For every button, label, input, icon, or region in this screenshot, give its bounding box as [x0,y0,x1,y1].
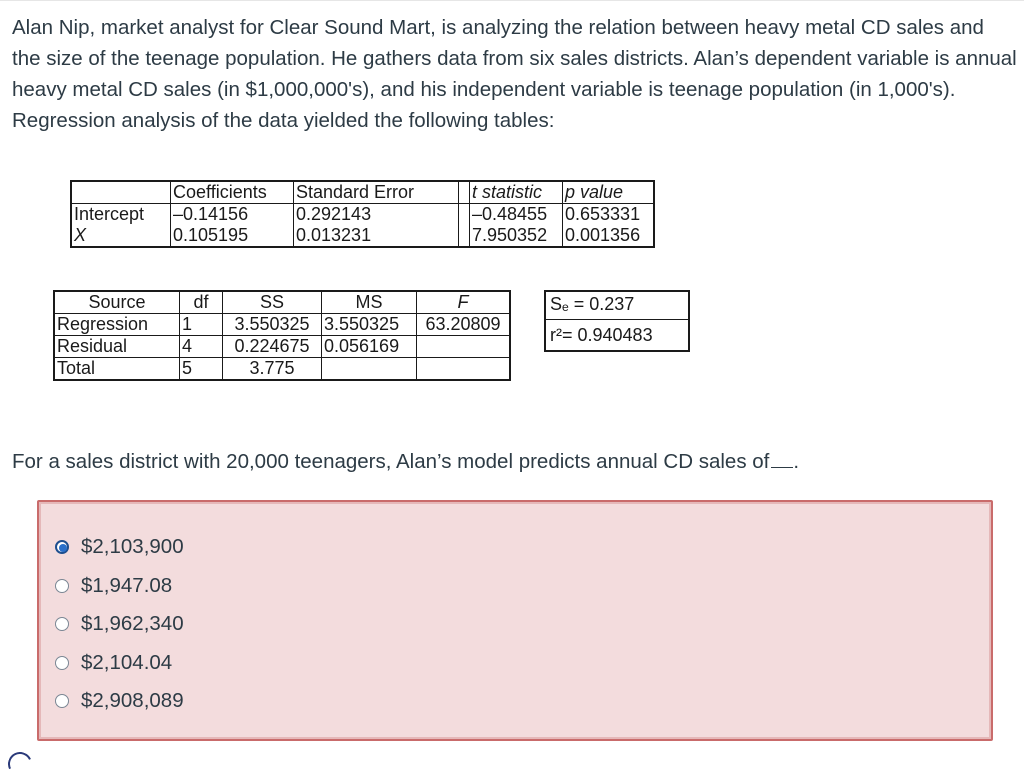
anova-cell [417,336,511,358]
anova-header-ss: SS [223,291,322,314]
regression-stats-box [544,290,690,352]
question-text: Alan Nip, market analyst for Clear Sound Mart, is analyzing the relation between heavy metal CD sales and the size of the teenage population. He gathers data from six sales districts. Alan’s dependent variable is annual heavy metal CD sales (in $1,000,000's), and his independent variable is teenage population (in 1,000's). Regression analysis of the data yielded the following tables: [12,16,1017,132]
coef-cell: 0.653331 [563,204,655,226]
coefficients-row-intercept [71,204,654,226]
coef-header-blank [71,181,171,204]
p-value-label: p value [565,182,624,202]
coef-cell: 0.105195 [171,225,294,247]
anova-cell [417,358,511,381]
answer-options-list [55,528,184,721]
answer-option-label: $2,908,089 [81,689,184,713]
standard-error-estimate: Sₑ = 0.237 [550,294,635,314]
anova-cell: Residual [54,336,180,358]
answer-option-label: $1,962,340 [81,612,184,636]
anova-row-regression [54,314,510,336]
answer-option[interactable] [55,567,184,606]
anova-cell: Regression [54,314,180,336]
anova-header-ms: MS [322,291,417,314]
anova-cell: 0.056169 [322,336,417,358]
answer-options-box [37,500,993,741]
coef-header-t-statistic [470,181,563,204]
answer-option[interactable] [55,605,184,644]
anova-header-row [54,291,510,314]
answer-option-label: $1,947.08 [81,573,173,597]
anova-cell: 5 [180,358,223,381]
radio-icon[interactable] [55,579,69,593]
anova-header-f [417,291,511,314]
radio-icon[interactable] [55,617,69,631]
anova-cell: 0.224675 [223,336,322,358]
anova-header-source: Source [54,291,180,314]
anova-row-total [54,358,510,381]
coef-gap [459,204,470,226]
coef-header-p-value [563,181,655,204]
answer-option[interactable] [55,644,184,683]
t-statistic-label: t statistic [472,182,543,202]
coef-cell: 0.001356 [563,225,655,247]
coef-header-standard-error: Standard Error [294,181,459,204]
anova-cell: Total [57,358,96,378]
coef-gap [459,181,470,204]
stats-divider [546,319,688,320]
anova-table [53,290,511,381]
coefficients-row-x [71,225,654,247]
anova-cell [322,358,417,381]
anova-row-residual [54,336,510,358]
coef-cell: –0.14156 [171,204,294,226]
coefficients-table [70,180,655,248]
prompt-text: For a sales district with 20,000 teenagers, Alan’s model predicts annual CD sales of [12,450,770,473]
x-label: X [74,225,87,245]
coef-cell: 0.013231 [294,225,459,247]
answer-option[interactable] [55,528,184,567]
anova-cell: 1 [180,314,223,336]
coef-cell: –0.48455 [470,204,563,226]
f-label: F [457,292,469,312]
coef-cell: 0.292143 [294,204,459,226]
radio-selected-icon[interactable] [55,540,69,554]
anova-cell: 4 [180,336,223,358]
coef-gap [459,225,470,247]
answer-option[interactable] [55,682,184,721]
r-squared: r²= 0.940483 [550,325,653,345]
coef-cell [71,225,171,247]
radio-icon[interactable] [55,656,69,670]
scribble-mark [5,749,36,779]
answer-option-label: $2,103,900 [81,535,184,559]
anova-cell: 3.550325 [223,314,322,336]
coefficients-header-row [71,181,654,204]
anova-header-df: df [180,291,223,314]
anova-cell: 3.550325 [322,314,417,336]
answer-option-label: $2,104.04 [81,650,173,674]
question-prompt: For a sales district with 20,000 teenagers, Alan’s model predicts annual CD sales of . [12,450,800,473]
anova-cell: 3.775 [223,358,322,381]
coef-header-coefficients: Coefficients [171,181,294,204]
answer-blank [771,467,793,468]
top-border [0,0,1024,5]
anova-cell: 63.20809 [417,314,511,336]
coef-cell: Intercept [74,204,145,224]
coef-cell: 7.950352 [470,225,563,247]
radio-icon[interactable] [55,694,69,708]
